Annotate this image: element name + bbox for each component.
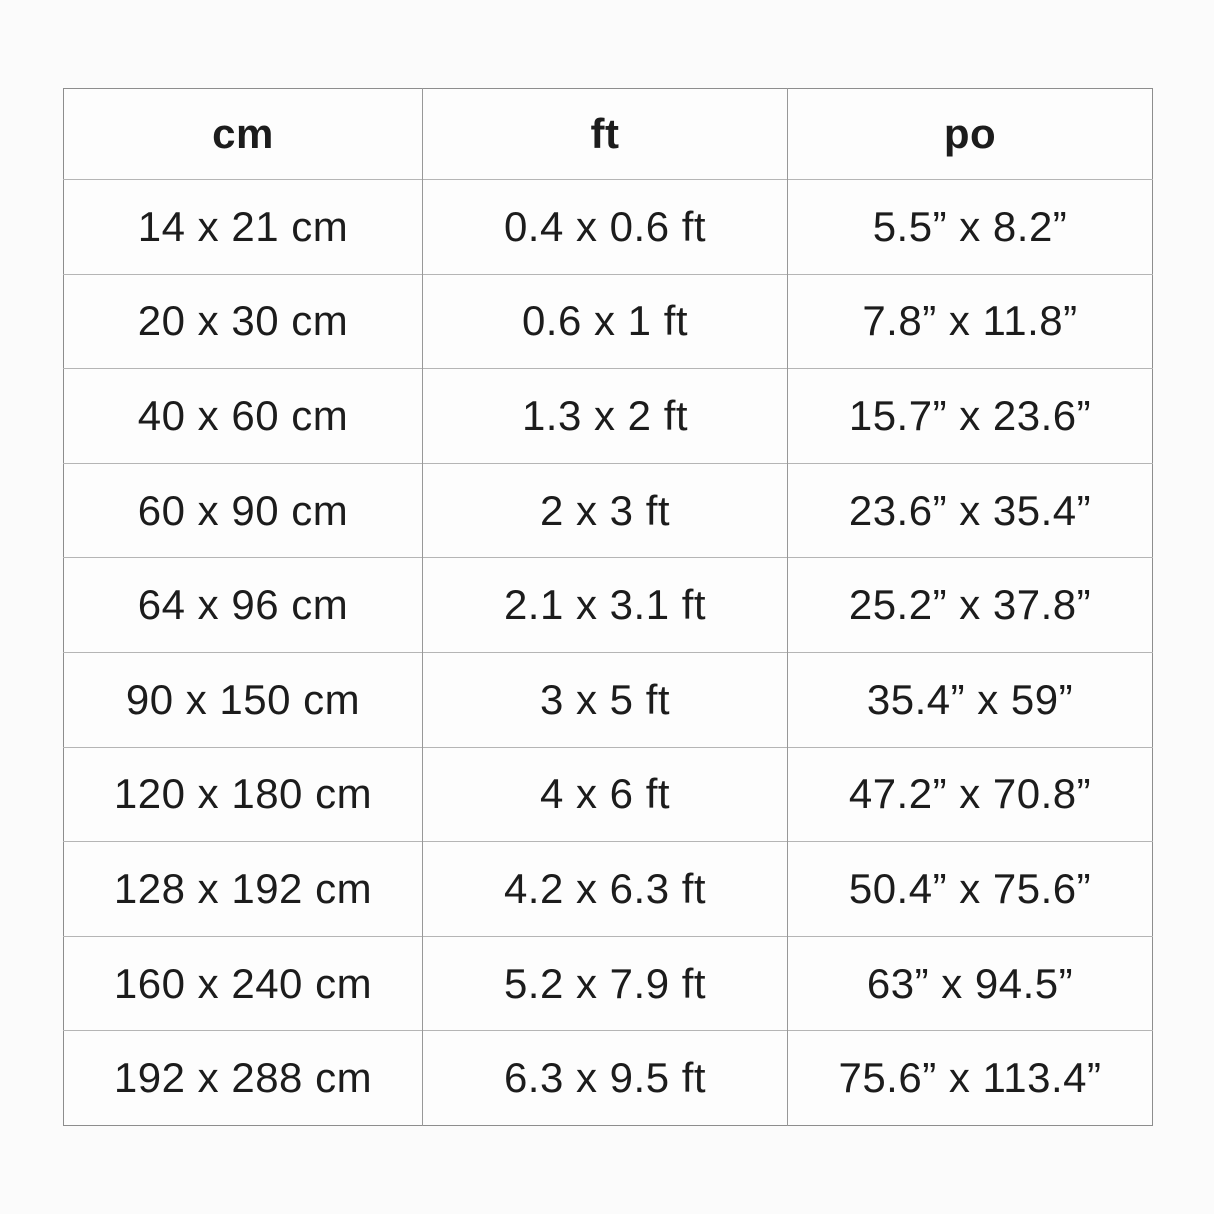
table-cell: 60 x 90 cm (64, 463, 423, 558)
table-cell: 64 x 96 cm (64, 558, 423, 653)
table-row (64, 369, 1153, 464)
table-row (64, 180, 1153, 275)
table-cell: 2.1 x 3.1 ft (423, 558, 788, 653)
table-cell: 47.2” x 70.8” (788, 747, 1153, 842)
size-conversion-table (63, 88, 1153, 1126)
table-row (64, 1031, 1153, 1126)
table-row (64, 936, 1153, 1031)
table-cell: 0.6 x 1 ft (423, 274, 788, 369)
table-cell: 2 x 3 ft (423, 463, 788, 558)
table-cell: 23.6” x 35.4” (788, 463, 1153, 558)
table-cell: 160 x 240 cm (64, 936, 423, 1031)
table-row (64, 652, 1153, 747)
table-cell: 0.4 x 0.6 ft (423, 180, 788, 275)
table-cell: 4.2 x 6.3 ft (423, 842, 788, 937)
table-row (64, 463, 1153, 558)
table-row (64, 274, 1153, 369)
table-cell: 7.8” x 11.8” (788, 274, 1153, 369)
table-cell: 5.5” x 8.2” (788, 180, 1153, 275)
table-cell: 90 x 150 cm (64, 652, 423, 747)
table-row (64, 558, 1153, 653)
column-header-po: po (788, 89, 1153, 180)
table-row (64, 747, 1153, 842)
table-cell: 15.7” x 23.6” (788, 369, 1153, 464)
table-header-row (64, 89, 1153, 180)
table-cell: 3 x 5 ft (423, 652, 788, 747)
table-cell: 128 x 192 cm (64, 842, 423, 937)
table-row (64, 842, 1153, 937)
table-cell: 35.4” x 59” (788, 652, 1153, 747)
table-cell: 5.2 x 7.9 ft (423, 936, 788, 1031)
table-header (64, 89, 1153, 180)
column-header-cm: cm (212, 110, 274, 157)
table-cell: 4 x 6 ft (423, 747, 788, 842)
table-cell: 1.3 x 2 ft (423, 369, 788, 464)
table-cell: 75.6” x 113.4” (788, 1031, 1153, 1126)
table-cell: 20 x 30 cm (64, 274, 423, 369)
table-cell: 6.3 x 9.5 ft (423, 1031, 788, 1126)
table-cell: 63” x 94.5” (788, 936, 1153, 1031)
table-cell: 50.4” x 75.6” (788, 842, 1153, 937)
table-cell: 25.2” x 37.8” (788, 558, 1153, 653)
table-cell: 14 x 21 cm (64, 180, 423, 275)
column-header-ft: ft (423, 89, 788, 180)
table-body (64, 180, 1153, 1126)
table-cell: 192 x 288 cm (64, 1031, 423, 1126)
table-cell: 120 x 180 cm (64, 747, 423, 842)
table-cell: 40 x 60 cm (64, 369, 423, 464)
